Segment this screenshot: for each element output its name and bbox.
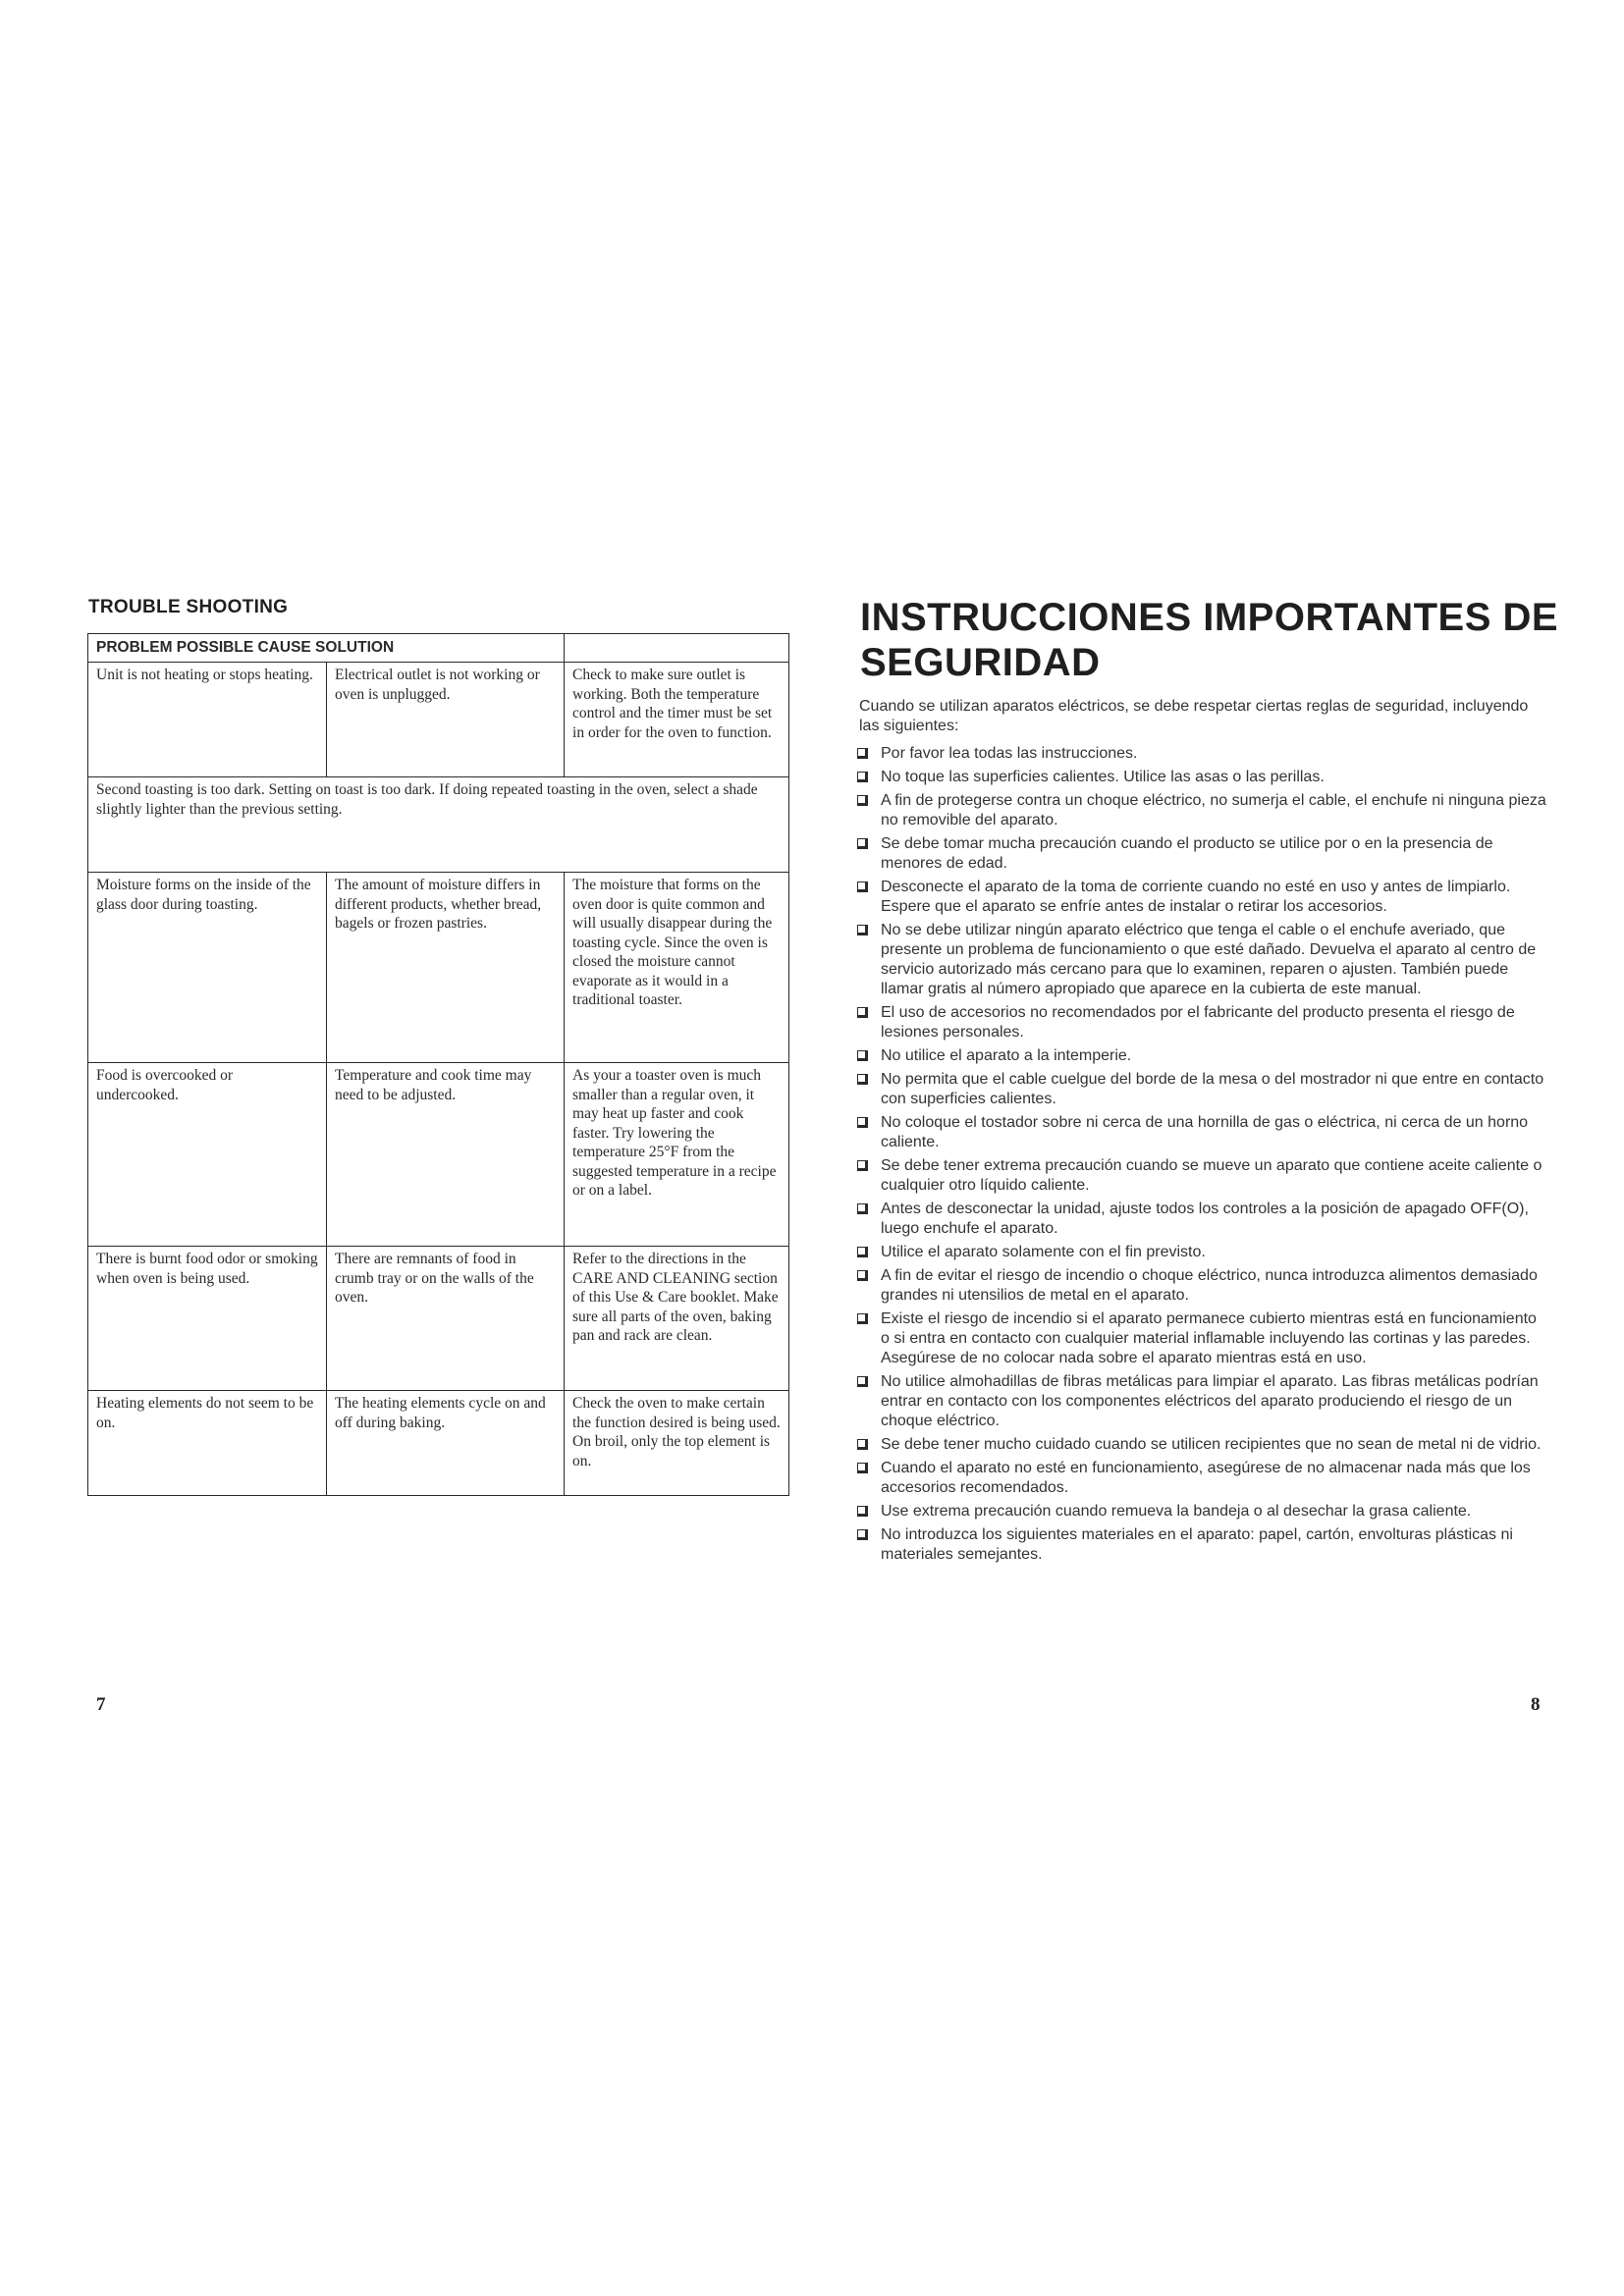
checkbox-bullet-icon bbox=[857, 1160, 868, 1171]
solution-cell: Check the oven to make certain the function desired is being used. On broil, only the top element is on. bbox=[565, 1391, 789, 1496]
cause-cell: There are remnants of food in crumb tray or on the walls of the oven. bbox=[327, 1247, 565, 1391]
list-item bbox=[857, 921, 1546, 999]
list-item bbox=[857, 768, 1546, 787]
problem-cell: There is burnt food odor or smoking when oven is being used. bbox=[88, 1247, 327, 1391]
list-item-text: Utilice el aparato solamente con el fin previsto. bbox=[881, 1244, 1206, 1260]
trouble-shooting-table bbox=[87, 633, 789, 1496]
checkbox-bullet-icon bbox=[857, 748, 868, 759]
checkbox-bullet-icon bbox=[857, 925, 868, 935]
cause-cell: Temperature and cook time may need to be adjusted. bbox=[327, 1063, 565, 1247]
table-row bbox=[88, 1063, 789, 1247]
list-item-text: El uso de accesorios no recomendados por el fabricante del producto presenta el riesgo de lesiones personales. bbox=[881, 1004, 1515, 1041]
checkbox-bullet-icon bbox=[857, 1313, 868, 1324]
safety-intro: Cuando se utilizan aparatos eléctricos, se debe respetar ciertas reglas de seguridad, incluyendo las siguientes: bbox=[859, 698, 1529, 734]
table-row bbox=[88, 777, 789, 873]
checkbox-bullet-icon bbox=[857, 1439, 868, 1450]
list-item-text: No coloque el tostador sobre ni cerca de una hornilla de gas o eléctrica, ni cerca de un horno caliente. bbox=[881, 1114, 1529, 1150]
checkbox-bullet-icon bbox=[857, 795, 868, 806]
table-row bbox=[88, 1247, 789, 1391]
checkbox-bullet-icon bbox=[857, 881, 868, 892]
page-number-right: 8 bbox=[1531, 1694, 1541, 1715]
checkbox-bullet-icon bbox=[857, 1506, 868, 1517]
table-header-empty-cell bbox=[565, 634, 789, 663]
list-item-text: No utilice almohadillas de fibras metálicas para limpiar el aparato. Las fibras metálicas podrían entrar en contacto con los componentes eléctricos del aparato produciendo el riesgo de un choque eléctrico. bbox=[881, 1373, 1539, 1429]
list-item bbox=[857, 834, 1546, 874]
solution-cell: As your a toaster oven is much smaller than a regular oven, it may heat up faster and cook faster. Try lowering the temperature 25°F from the suggested temperature in a recipe or on a label. bbox=[565, 1063, 789, 1247]
solution-cell: Check to make sure outlet is working. Both the temperature control and the timer must be set in order for the oven to function. bbox=[565, 663, 789, 777]
checkbox-bullet-icon bbox=[857, 772, 868, 782]
list-item bbox=[857, 1266, 1546, 1306]
list-item bbox=[857, 791, 1546, 830]
list-item-text: A fin de protegerse contra un choque eléctrico, no sumerja el cable, el enchufe ni ninguna pieza no removible del aparato. bbox=[881, 792, 1546, 828]
list-item bbox=[857, 878, 1546, 917]
list-item-text: A fin de evitar el riesgo de incendio o choque eléctrico, nunca introduzca alimentos demasiado grandes ni utensilios de metal en el aparato. bbox=[881, 1267, 1538, 1304]
list-item-text: No se debe utilizar ningún aparato eléctrico que tenga el cable o el enchufe averiado, que presente un problema de funcionamiento o que esté dañado. Devuelva el aparato al centro de servicio autorizado más cercano para que lo examinen, reparen o ajusten. También puede llamar gratis al número apropiado que aparece en la cubierta de este manual. bbox=[881, 922, 1537, 997]
list-item-text: Existe el riesgo de incendio si el aparato permanece cubierto mientras está en funcionamiento o si entra en contacto con cualquier material inflamable incluyendo las cortinas y las paredes. Asegúrese de no colocar nada sobre el aparato mientras está en uso. bbox=[881, 1310, 1537, 1366]
list-item-text: Use extrema precaución cuando remueva la bandeja o al desechar la grasa caliente. bbox=[881, 1503, 1472, 1520]
list-item bbox=[857, 1435, 1546, 1455]
cause-cell: Electrical outlet is not working or oven is unplugged. bbox=[327, 663, 565, 777]
safety-instructions-list bbox=[857, 744, 1546, 1569]
list-item bbox=[857, 1502, 1546, 1522]
checkbox-bullet-icon bbox=[857, 1117, 868, 1128]
list-item bbox=[857, 1156, 1546, 1196]
cause-cell: The amount of moisture differs in different products, whether bread, bagels or frozen pastries. bbox=[327, 873, 565, 1063]
list-item-text: No introduzca los siguientes materiales en el aparato: papel, cartón, envolturas plásticas ni materiales semejantes. bbox=[881, 1526, 1513, 1563]
checkbox-bullet-icon bbox=[857, 1247, 868, 1257]
checkbox-bullet-icon bbox=[857, 1376, 868, 1387]
checkbox-bullet-icon bbox=[857, 1050, 868, 1061]
list-item bbox=[857, 1200, 1546, 1239]
list-item-text: Se debe tener extrema precaución cuando se mueve un aparato que contiene aceite caliente o cualquier otro líquido caliente. bbox=[881, 1157, 1543, 1194]
problem-cell: Food is overcooked or undercooked. bbox=[88, 1063, 327, 1247]
list-item bbox=[857, 1459, 1546, 1498]
list-item bbox=[857, 744, 1546, 764]
list-item bbox=[857, 1525, 1546, 1565]
checkbox-bullet-icon bbox=[857, 1529, 868, 1540]
trouble-shooting-heading: TROUBLE SHOOTING bbox=[88, 597, 289, 617]
list-item bbox=[857, 1046, 1546, 1066]
list-item bbox=[857, 1003, 1546, 1042]
table-row bbox=[88, 1391, 789, 1496]
solution-cell: The moisture that forms on the oven door is quite common and will usually disappear during the toasting cycle. Since the oven is closed the moisture cannot evaporate as it would in a traditional toaster. bbox=[565, 873, 789, 1063]
list-item bbox=[857, 1309, 1546, 1368]
list-item bbox=[857, 1372, 1546, 1431]
table-row bbox=[88, 873, 789, 1063]
checkbox-bullet-icon bbox=[857, 1463, 868, 1473]
table-header-row bbox=[88, 634, 789, 663]
cause-cell: The heating elements cycle on and off during baking. bbox=[327, 1391, 565, 1496]
checkbox-bullet-icon bbox=[857, 1074, 868, 1085]
safety-instructions-title: INSTRUCCIONES IMPORTANTES DE SEGURIDAD bbox=[860, 596, 1559, 684]
problem-cell: Unit is not heating or stops heating. bbox=[88, 663, 327, 777]
list-item bbox=[857, 1070, 1546, 1109]
list-item-text: Se debe tener mucho cuidado cuando se utilicen recipientes que no sean de metal ni de vidrio. bbox=[881, 1436, 1542, 1453]
page-number-left: 7 bbox=[96, 1694, 106, 1715]
checkbox-bullet-icon bbox=[857, 838, 868, 849]
table-row bbox=[88, 663, 789, 777]
checkbox-bullet-icon bbox=[857, 1270, 868, 1281]
problem-cell: Moisture forms on the inside of the glass door during toasting. bbox=[88, 873, 327, 1063]
checkbox-bullet-icon bbox=[857, 1007, 868, 1018]
list-item-text: No permita que el cable cuelgue del borde de la mesa o del mostrador ni que entre en contacto con superficies calientes. bbox=[881, 1071, 1544, 1107]
list-item-text: No toque las superficies calientes. Utilice las asas o las perillas. bbox=[881, 769, 1325, 785]
list-item-text: Por favor lea todas las instrucciones. bbox=[881, 745, 1138, 762]
solution-cell: Refer to the directions in the CARE AND CLEANING section of this Use & Care booklet. Make sure all parts of the oven, baking pan and rack are clean. bbox=[565, 1247, 789, 1391]
list-item bbox=[857, 1113, 1546, 1152]
list-item-text: Cuando el aparato no esté en funcionamiento, asegúrese de no almacenar nada más que los accesorios recomendados. bbox=[881, 1460, 1531, 1496]
list-item-text: Desconecte el aparato de la toma de corriente cuando no esté en uso y antes de limpiarlo. Espere que el aparato se enfríe antes de instalar o retirar los accesorios. bbox=[881, 879, 1511, 915]
problem-cell: Heating elements do not seem to be on. bbox=[88, 1391, 327, 1496]
list-item-text: No utilice el aparato a la intemperie. bbox=[881, 1047, 1132, 1064]
checkbox-bullet-icon bbox=[857, 1203, 868, 1214]
list-item-text: Antes de desconectar la unidad, ajuste todos los controles a la posición de apagado OFF(O), luego enchufe el aparato. bbox=[881, 1201, 1529, 1237]
merged-row-cell: Second toasting is too dark. Setting on toast is too dark. If doing repeated toasting in the oven, select a shade slightly lighter than the previous setting. bbox=[88, 777, 789, 873]
list-item-text: Se debe tomar mucha precaución cuando el producto se utilice por o en la presencia de menores de edad. bbox=[881, 835, 1493, 872]
list-item bbox=[857, 1243, 1546, 1262]
table-header: PROBLEM POSSIBLE CAUSE SOLUTION bbox=[88, 634, 565, 663]
